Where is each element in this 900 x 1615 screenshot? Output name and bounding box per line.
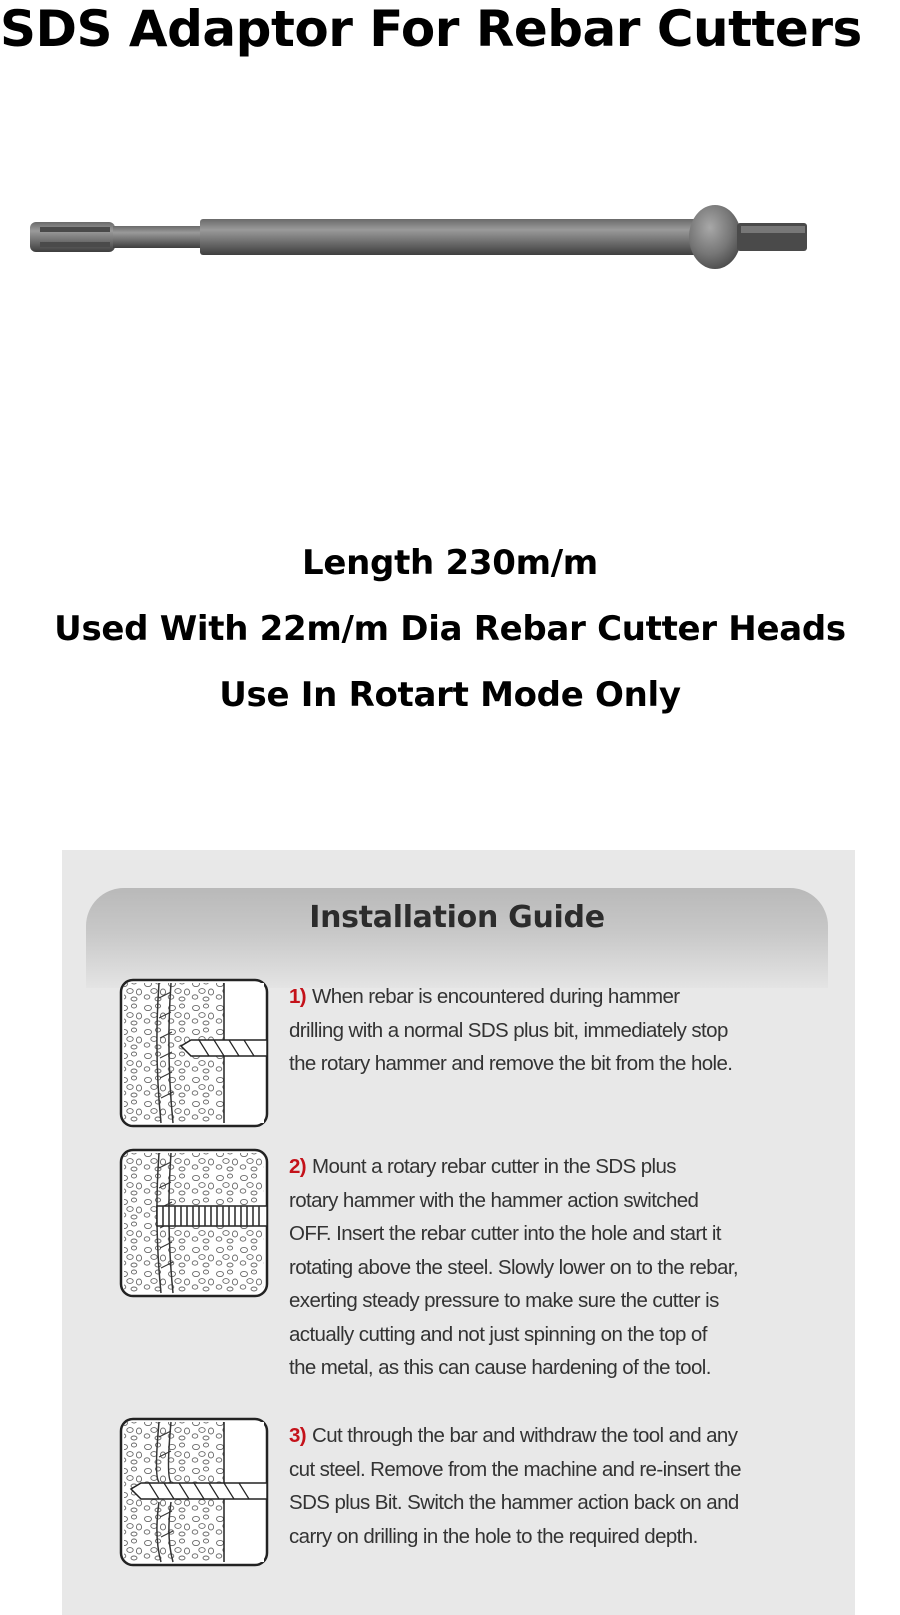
- spec-length: Length 230m/m: [302, 543, 598, 583]
- step-2-number: 2): [289, 1155, 307, 1178]
- guide-header: [86, 888, 828, 988]
- guide-title: Installation Guide: [309, 900, 605, 935]
- step-3-line-3: SDS plus Bit. Switch the hammer action back on and: [289, 1491, 739, 1514]
- step-2-line-1: Mount a rotary rebar cutter in the SDS plus: [312, 1155, 676, 1178]
- rebar-cutter-in-concrete-illustration: [119, 1148, 269, 1298]
- step-2-line-6: actually cutting and not just spinning on the top of: [289, 1322, 707, 1346]
- step-1-line-3: the rotary hammer and remove the bit from the hole.: [289, 1052, 733, 1075]
- spec-mode: Use In Rotart Mode Only: [219, 675, 681, 715]
- spec-compatibility: Used With 22m/m Dia Rebar Cutter Heads: [54, 609, 846, 649]
- step-1-number: 1): [289, 985, 307, 1008]
- step-2-line-4: rotating above the steel. Slowly lower on to the rebar,: [289, 1255, 739, 1279]
- drill-bit-in-concrete-illustration: [119, 978, 269, 1128]
- step-3-line-4: carry on drilling in the hole to the required depth.: [289, 1524, 698, 1548]
- step-2-line-2: rotary hammer with the hammer action switched: [289, 1188, 699, 1212]
- step-2-line-5: exerting steady pressure to make sure the cutter is: [289, 1289, 719, 1312]
- step-2-line-3: OFF. Insert the rebar cutter into the hole and start it: [289, 1222, 721, 1245]
- sds-adaptor-image: [25, 190, 835, 290]
- step-3-number: 3): [289, 1424, 307, 1447]
- step-1-text: [289, 980, 809, 1081]
- step-3-text: [289, 1419, 809, 1553]
- step-2-line-7: the metal, as this can cause hardening of the tool.: [289, 1356, 711, 1379]
- step-1-line-2: drilling with a normal SDS plus bit, immediately stop: [289, 1018, 728, 1042]
- spec-list: [0, 535, 900, 733]
- step-3-line-1: Cut through the bar and withdraw the tool and any: [312, 1424, 738, 1447]
- drill-bit-through-concrete-illustration: [119, 1417, 269, 1567]
- step-3-line-2: cut steel. Remove from the machine and re-insert the: [289, 1457, 741, 1481]
- step-2-text: [289, 1150, 809, 1385]
- page-title: SDS Adaptor For Rebar Cutters: [0, 0, 862, 58]
- installation-guide-panel: [62, 850, 855, 1615]
- step-1-line-1: When rebar is encountered during hammer: [312, 985, 680, 1008]
